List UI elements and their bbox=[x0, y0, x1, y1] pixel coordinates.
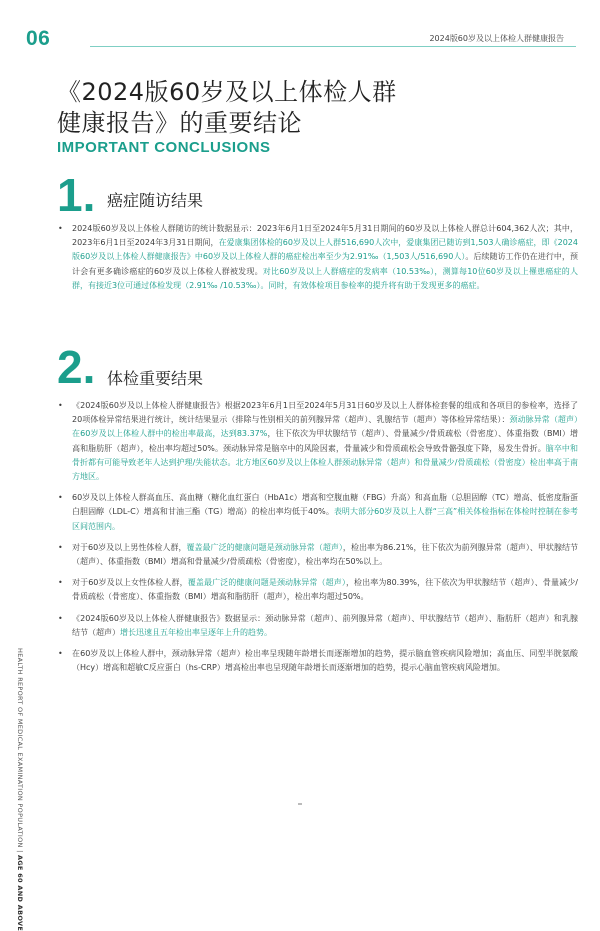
page-title-line-1: 《2024版60岁及以上体检人群 bbox=[57, 78, 397, 106]
body-text: ，检出率为80.39%，往下依次为甲状腺结节（超声）、骨量减少/骨质疏松（骨密度）、体重指数（BMI）增高和脂肪肝（超声），检出率均超过50%。 bbox=[72, 578, 578, 602]
running-title: 2024版60岁及以上体检人群健康报告 bbox=[429, 34, 564, 43]
page-number: 06 bbox=[26, 27, 51, 50]
bullet-item bbox=[58, 612, 578, 640]
section-2-number: 2. bbox=[57, 341, 96, 393]
sidebar-caption bbox=[16, 648, 24, 931]
highlight-text: 对比60岁及以上人群癌症的发病率（10.53‰），测算每10位60岁及以上罹患癌症的人群，有接近3位可通过体检发现（2.91‰ /10.53‰）。同时，有效体检项目参检率的提升将有助于发现更多的癌症。 bbox=[72, 266, 578, 290]
bullet-item bbox=[58, 541, 578, 569]
bullet-item bbox=[58, 576, 578, 604]
bullet-dot: • bbox=[58, 649, 63, 659]
highlight-text: 颈动脉异常（超声）在60岁及以上体检人群中的检出率最高，达到83.37% bbox=[72, 415, 578, 439]
bullet-item bbox=[58, 399, 578, 484]
bullet-item bbox=[58, 491, 578, 534]
highlight-text: 脑卒中和骨折都有可能导致老年人达到护理/失能状态。北方地区60岁及以上体检人群颈动脉异常（超声）和骨量减少/骨质疏松（骨密度）检出率高于南方地区。 bbox=[72, 443, 579, 482]
bullet-dot: • bbox=[58, 401, 63, 410]
sidebar-bold: AGE 60 AND ABOVE bbox=[16, 854, 24, 931]
page-title-line-2: 健康报告》的重要结论 bbox=[57, 109, 302, 137]
highlight-text: 表明大部分60岁及以上人群“三高”相关体检指标在体检时控制在参考区间范围内。 bbox=[72, 507, 578, 531]
highlight-text: 覆盖最广泛的健康问题是颈动脉异常（超声） bbox=[187, 578, 346, 588]
section-1-heading: 癌症随访结果 bbox=[107, 191, 204, 210]
bullet-dot: • bbox=[58, 224, 63, 233]
highlight-text: 覆盖最广泛的健康问题是颈动脉异常（超声） bbox=[186, 542, 343, 552]
highlight-text: 在爱康集团体检的60岁及以上人群516,690人次中，爱康集团已随访到1,503人确诊癌症，即《2024版60岁及以上体检人群健康报告》中60岁及以上体检人群的癌症检出率至少为2.91‰（1,503人/516,690人） bbox=[72, 238, 578, 262]
body-text: 2024版60岁及以上体检人群随访的统计数据显示：2023年6月1日至2024年5月31日期间的60岁及以上体检人群总计604,362人次；其中，2023年6月1日至2024年3月31日期间， bbox=[72, 224, 578, 248]
footer-mark bbox=[298, 803, 302, 805]
sidebar-text: HEALTH REPORT OF MEDICAL EXAMINATION POPULATION | bbox=[16, 648, 24, 855]
body-text: ，往下依次为甲状腺结节（超声）、骨量减少/骨质疏松（骨密度）、体重指数（BMI）增高和脂肪肝（超声），检出率均超过50%。颈动脉异常是脑卒中的风险因素，骨量减少和骨质疏松会导致骨骼强度下降，易发生骨折。 bbox=[72, 429, 578, 453]
section-1-list bbox=[58, 222, 578, 300]
bullet-item bbox=[58, 222, 578, 293]
bullet-item bbox=[58, 647, 578, 675]
bullet-dot: • bbox=[58, 578, 63, 588]
bullet-dot: • bbox=[58, 613, 63, 623]
section-2-list bbox=[58, 399, 578, 682]
body-text: ，检出率为86.21%，往下依次为前列腺异常（超声）、甲状腺结节（超声）、体重指数（BMI）增高和骨量减少/骨质疏松（骨密度），检出率均在50%以上。 bbox=[72, 542, 578, 567]
body-text: 《2024版60岁及以上体检人群健康报告》数据显示：颈动脉异常（超声）、前列腺异常（超声）、甲状腺结节（超声）、脂肪肝（超声）和乳腺结节（超声） bbox=[72, 613, 578, 637]
body-text: 。后续随访工作仍在进行中，预计会有更多确诊癌症的60岁及以上体检人群被发现。 bbox=[72, 252, 578, 276]
bullet-dot: • bbox=[58, 493, 63, 503]
highlight-text: 增长迅速且五年检出率呈逐年上升的趋势。 bbox=[120, 627, 272, 637]
body-text: 对于60岁及以上男性体检人群， bbox=[72, 542, 187, 552]
english-subtitle: IMPORTANT CONCLUSIONS bbox=[57, 139, 271, 156]
body-text: 在60岁及以上体检人群中，颈动脉异常（超声）检出率呈现随年龄增长而逐渐增加的趋势，提示脑血管疾病风险增加；高血压、同型半胱氨酸（Hcy）增高和超敏C反应蛋白（hs-CRP）增高检出率也呈现随年龄增长而逐渐增加的趋势，提示心脑血管疾病风险增加。 bbox=[72, 649, 578, 673]
bullet-dot: • bbox=[58, 542, 63, 552]
body-text: 对于60岁及以上女性体检人群， bbox=[72, 578, 188, 588]
section-2-heading: 体检重要结果 bbox=[107, 369, 204, 388]
body-text: 《2024版60岁及以上体检人群健康报告》根据2023年6月1日至2024年5月31日60岁及以上人群体检套餐的组成和各项目的参检率，选择了20项体检异常结果进行统计，统计结果显示（排除与性别相关的前列腺异常（超声）、乳腺结节（超声）等体检异常结果）： bbox=[72, 401, 578, 425]
header-divider bbox=[90, 46, 576, 47]
body-text: 60岁及以上体检人群高血压、高血糖（糖化血红蛋白（HbA1c）增高和空腹血糖（FBG）升高）和高血脂（总胆固醇（TC）增高、低密度脂蛋白胆固醇（LDL-C）增高和甘油三酯（TG）增高）的检出率均低于40%。 bbox=[72, 493, 578, 517]
section-1-number: 1. bbox=[57, 169, 96, 221]
page-title bbox=[57, 77, 397, 139]
